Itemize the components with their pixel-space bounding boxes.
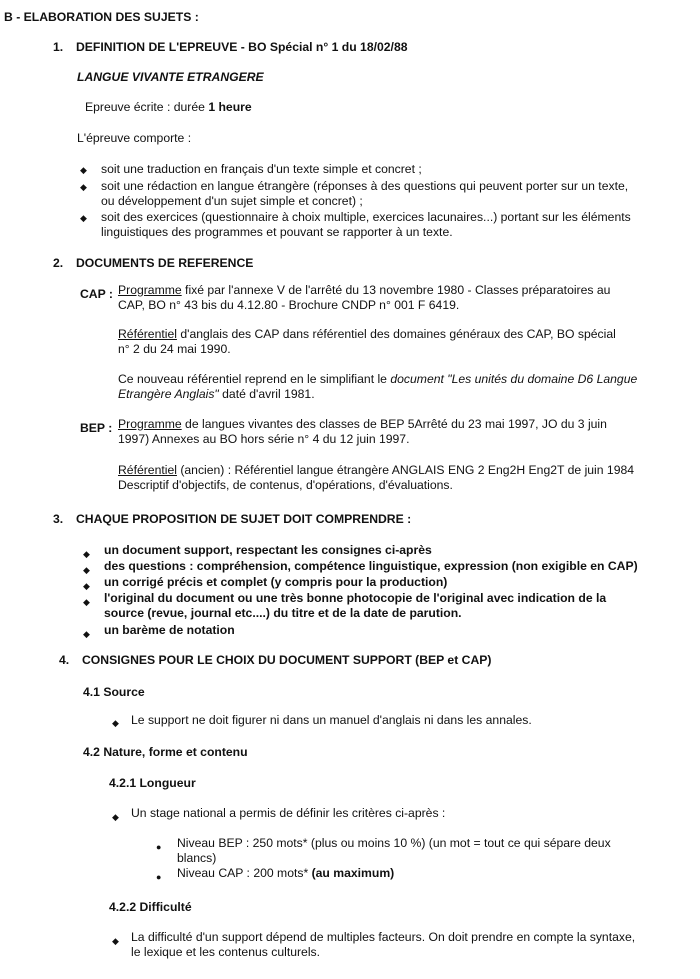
section-2-number: 2. [53, 256, 64, 270]
subsection-4-2-1-title: 4.2.1 Longueur [109, 776, 196, 790]
list-item: un corrigé précis et complet (y compris pour la production) [104, 575, 448, 589]
cap-label: CAP : [80, 287, 113, 301]
bullet-icon: ◆ [83, 629, 90, 639]
cap-referentiel [118, 327, 616, 342]
bep-referentiel-text: (ancien) : Référentiel langue étrangère ANGLAIS ENG 2 Eng2H Eng2T de juin 1984 [176, 463, 635, 477]
list-item-continuation: linguistiques des programmes et pouvant se rapporter à un texte. [101, 225, 453, 239]
cap-length [177, 866, 394, 881]
bep-programme [118, 417, 607, 432]
subsection-4-2-2-title: 4.2.2 Difficulté [109, 900, 192, 914]
cap-referentiel-line-2: n° 2 du 24 mai 1990. [118, 342, 231, 356]
cap-new-date: daté d'avril 1981. [218, 387, 315, 401]
bullet-icon: ◆ [80, 165, 87, 175]
difficulty-text: La difficulté d'un support dépend de multiples facteurs. On doit prendre en compte la syntaxe, [131, 930, 636, 944]
cap-new-doc-title: document "Les unités du domaine D6 Langue [390, 372, 638, 386]
bullet-icon: ◆ [83, 549, 90, 559]
bullet-icon: ● [156, 842, 162, 852]
exam-duration [85, 100, 252, 115]
bullet-icon: ● [156, 872, 162, 882]
bep-programme-text: de langues vivantes des classes de BEP 5Arrêté du 23 mai 1997, JO du 3 juin [181, 417, 607, 431]
list-item: soit des exercices (questionnaire à choix multiple, exercices lacunaires...) portant sur les éléments [101, 210, 631, 224]
bullet-icon: ◆ [80, 182, 87, 192]
bep-referentiel-line-2: Descriptif d'objectifs, de contenus, d'opérations, d'évaluations. [118, 478, 453, 492]
subsection-4-1-title: 4.1 Source [83, 685, 145, 699]
bullet-icon: ◆ [112, 936, 119, 946]
referentiel-text: Référentiel [118, 463, 177, 477]
cap-new-referentiel-line-2 [118, 387, 315, 402]
list-item: un document support, respectant les consignes ci-après [104, 543, 432, 557]
cap-length-max: (au maximum) [311, 866, 395, 880]
bep-programme-line-2: 1997) Annexes au BO hors série n° 4 du 12 juin 1997. [118, 432, 410, 446]
cap-programme-text: fixé par l'annexe V de l'arrêté du 13 novembre 1980 - Classes préparatoires au [181, 283, 611, 297]
list-item: un barème de notation [104, 623, 235, 637]
bullet-icon: ◆ [83, 581, 90, 591]
cap-new-referentiel [118, 372, 637, 387]
length-intro: Un stage national a permis de définir les critères ci-après : [131, 806, 446, 820]
section-4-number: 4. [59, 653, 70, 667]
cap-programme-line-2: CAP, BO n° 43 bis du 4.12.80 - Brochure CNDP n° 001 F 6419. [118, 298, 460, 312]
subsection-4-2-title: 4.2 Nature, forme et contenu [83, 745, 248, 759]
list-item: soit une traduction en français d'un texte simple et concret ; [101, 162, 422, 176]
exam-duration-prefix: Epreuve écrite : durée [85, 100, 209, 114]
list-item: des questions : compréhension, compétence linguistique, expression (non exigible en CAP) [104, 559, 638, 573]
referentiel-text: Référentiel [118, 327, 177, 341]
difficulty-text-line-2: le lexique et les contenus culturels. [131, 945, 321, 959]
bep-length-line-2: blancs) [177, 851, 217, 865]
page-heading: B - ELABORATION DES SUJETS : [4, 10, 199, 24]
source-rule: Le support ne doit figurer ni dans un manuel d'anglais ni dans les annales. [131, 713, 532, 727]
bullet-icon: ◆ [80, 213, 87, 223]
list-item-continuation: source (revue, journal etc....) du titre et de la date de parution. [104, 606, 462, 620]
bep-referentiel [118, 463, 634, 478]
section-1-title: DEFINITION DE L'EPREUVE - BO Spécial n° 1 du 18/02/88 [76, 40, 408, 54]
cap-new-doc-title-cont: Etrangère Anglais" [118, 387, 219, 401]
cap-programme [118, 283, 610, 298]
bullet-icon: ◆ [112, 812, 119, 822]
bullet-icon: ◆ [112, 718, 119, 728]
cap-length-text: Niveau CAP : 200 mots* [177, 866, 312, 880]
list-item-continuation: ou développement d'un sujet simple et concret) ; [101, 194, 363, 208]
section-4-title: CONSIGNES POUR LE CHOIX DU DOCUMENT SUPPORT (BEP et CAP) [82, 653, 492, 667]
section-3-number: 3. [53, 512, 64, 526]
bep-length: Niveau BEP : 250 mots* (plus ou moins 10 %) (un mot = tout ce qui sépare deux [177, 836, 611, 850]
list-item: l'original du document ou une très bonne photocopie de l'original avec indication de la [104, 591, 607, 605]
list-item: soit une rédaction en langue étrangère (réponses à des questions qui peuvent porter sur un texte, [101, 179, 629, 193]
bep-label: BEP : [80, 421, 113, 435]
section-2-title: DOCUMENTS DE REFERENCE [76, 256, 254, 270]
programme-link-text: Programme [118, 283, 182, 297]
exam-duration-value: 1 heure [208, 100, 252, 114]
bullet-icon: ◆ [83, 565, 90, 575]
subject-title: LANGUE VIVANTE ETRANGERE [77, 70, 264, 84]
section-3-title: CHAQUE PROPOSITION DE SUJET DOIT COMPRENDRE : [76, 512, 412, 526]
bullet-icon: ◆ [83, 597, 90, 607]
cap-referentiel-text: d'anglais des CAP dans référentiel des domaines généraux des CAP, BO spécial [176, 327, 616, 341]
exam-intro: L'épreuve comporte : [77, 131, 192, 145]
cap-new-text: Ce nouveau référentiel reprend en le simplifiant le [118, 372, 391, 386]
section-1-number: 1. [53, 40, 64, 54]
programme-link-text: Programme [118, 417, 182, 431]
